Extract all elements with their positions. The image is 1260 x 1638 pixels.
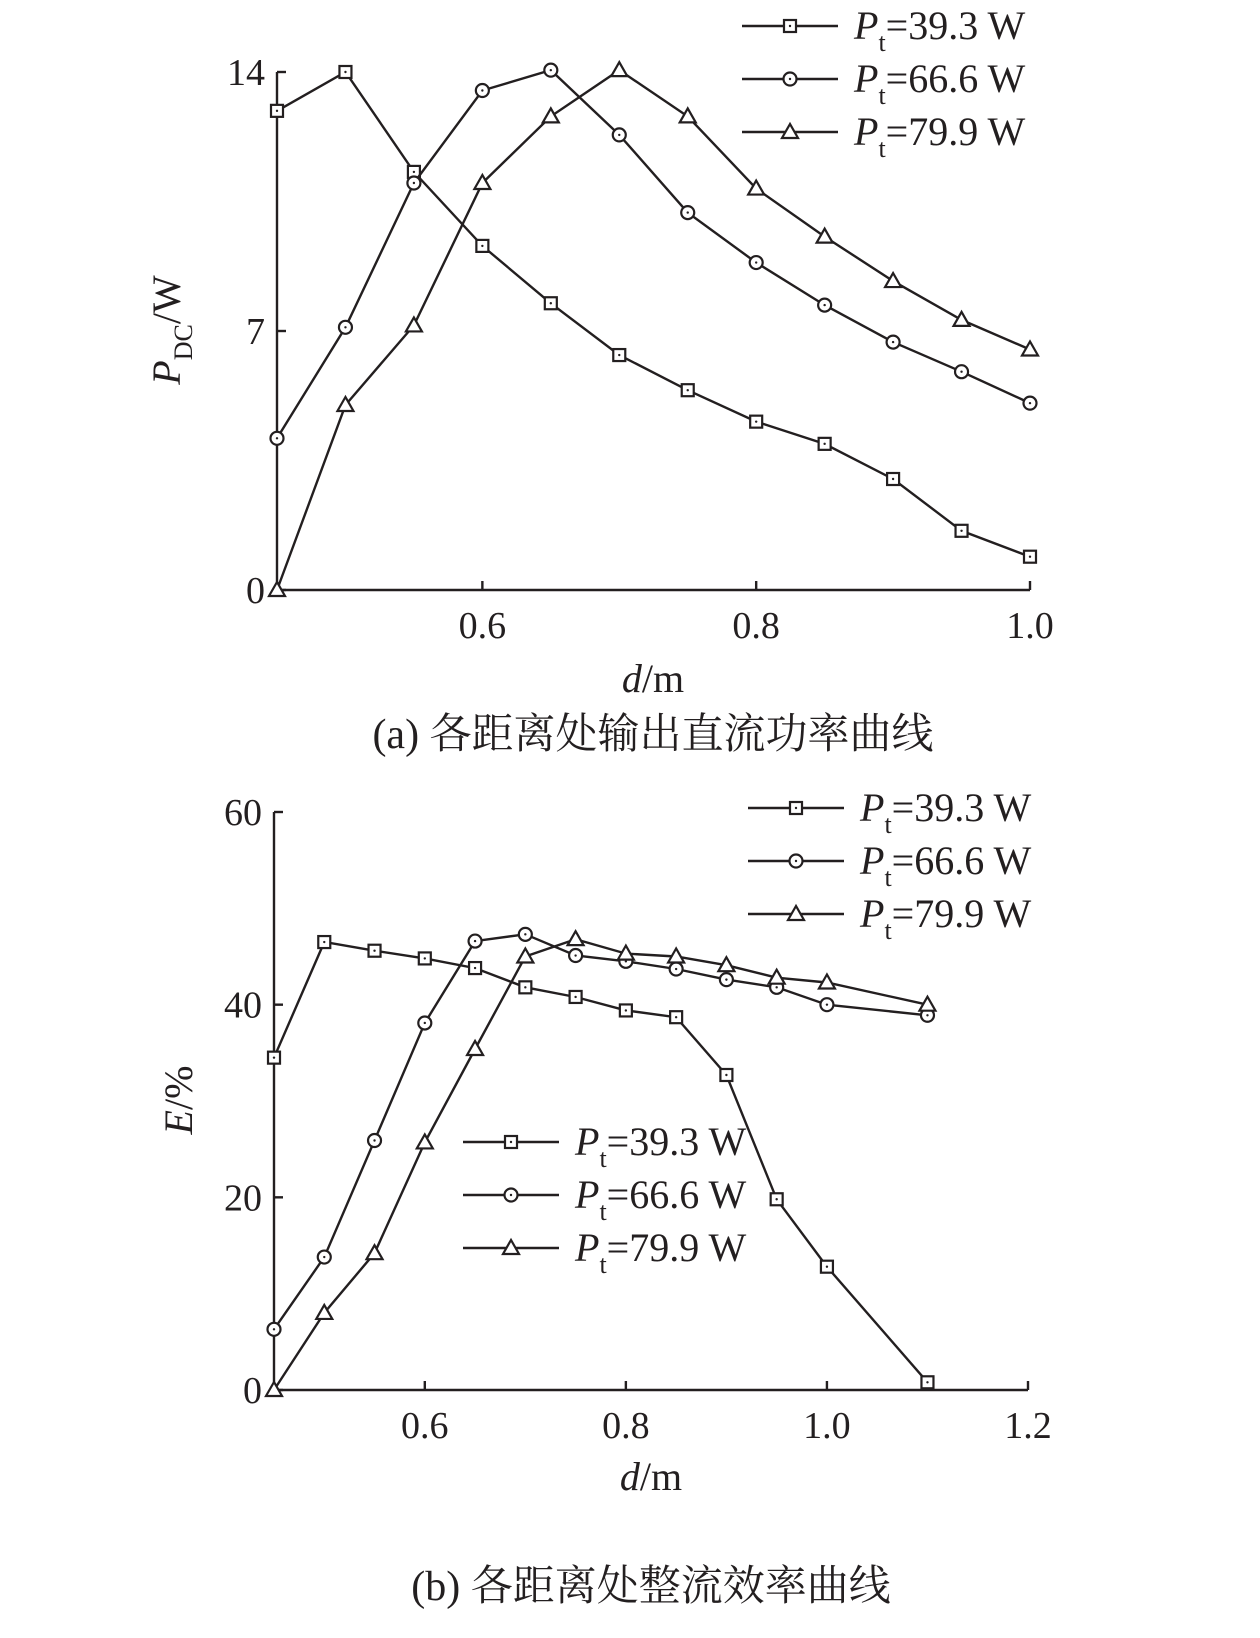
panel-0-legend-label-rest-2: =79.9 W: [885, 109, 1026, 154]
panel-1-series-1-point-6-dot: [574, 954, 576, 956]
panel-0-series-0-point-6-dot: [687, 389, 689, 391]
panel-1-legend-duplicate-label-var-2: P: [575, 1225, 600, 1270]
panel-1-legend-label-1: [859, 838, 1032, 892]
panel-0-series-1-point-1-dot: [344, 326, 346, 328]
panel-0-legend-label-0: [853, 3, 1026, 57]
panel-1-legend-duplicate: [463, 1119, 747, 1279]
panel-0-series-1-point-0-dot: [276, 437, 278, 439]
panel-0-series-1-point-4-dot: [550, 69, 552, 71]
panel-1-series-0-point-0-dot: [273, 1056, 275, 1058]
panel-0-legend-label-var-1: P: [854, 56, 879, 101]
panel-1-y-label-var: E: [156, 1110, 201, 1135]
panel-1-x-tick-label-1: 0.8: [602, 1405, 650, 1447]
panel-0-legend: [742, 3, 1026, 163]
panel-1-legend-label-rest-1: =66.6 W: [891, 838, 1032, 883]
panel-1-legend-duplicate-label-var-0: P: [575, 1119, 600, 1164]
panel-1-legend-label-rest-2: =79.9 W: [891, 891, 1032, 936]
panel-1-legend-duplicate-label-var-1: P: [575, 1172, 600, 1217]
panel-0-y-tick-label-0: 0: [246, 570, 265, 612]
panel-0-legend-label-1: [853, 56, 1026, 110]
panel-1-legend: [748, 785, 1032, 945]
panel-1-legend-label-sub-0: t: [884, 810, 892, 839]
panel-0-series-1-point-11-dot: [1029, 402, 1031, 404]
panel-1-legend-label-sub-1: t: [884, 863, 892, 892]
panel-0-legend-label-var-0: P: [854, 3, 879, 48]
panel-1-series-1-point-5-dot: [524, 933, 526, 935]
panel-0-legend-marker-1-dot: [789, 78, 791, 80]
panel-1-series-0-point-4-dot: [474, 967, 476, 969]
panel-1-series-0-point-11-dot: [826, 1265, 828, 1267]
panel-1-y-tick-label-0: 0: [243, 1370, 262, 1412]
panel-0-series-2-point-8: [817, 229, 833, 243]
panel-0-y-label-var: P: [144, 360, 189, 385]
panel-0-legend-label-rest-0: =39.3 W: [885, 3, 1026, 48]
panel-1-series-1-point-11-dot: [826, 1003, 828, 1005]
panel-0-y-label-unit: /W: [144, 275, 189, 325]
panel-0-series-1-point-3-dot: [481, 89, 483, 91]
panel-1-caption: (b) 各距离处整流效率曲线: [411, 1564, 891, 1610]
panel-1-legend-label-rest-0: =39.3 W: [891, 785, 1032, 830]
panel-0-series-0-point-5-dot: [618, 354, 620, 356]
panel-0-y-tick-label-2: 14: [227, 52, 265, 94]
panel-0-series-1-point-10-dot: [960, 371, 962, 373]
panel-1-series-1-point-2-dot: [373, 1139, 375, 1141]
panel-1-y-label-unit: /%: [156, 1065, 201, 1110]
panel-1-series-0-point-9-dot: [725, 1074, 727, 1076]
panel-0-series-2-point-11: [1022, 342, 1038, 356]
panel-0-series-2-point-5: [611, 62, 627, 76]
panel-1-legend-duplicate-label-2: [574, 1225, 747, 1279]
panel-0-y-tick-label-1: 7: [246, 311, 265, 353]
panel-1-y-tick-label-1: 20: [224, 1177, 262, 1220]
panel-1-series-2-point-3: [417, 1134, 433, 1148]
panel-0-series-1-point-7-dot: [755, 261, 757, 263]
panel-0-caption: (a) 各距离处输出直流功率曲线: [372, 712, 934, 758]
panel-0-legend-label-sub-0: t: [878, 28, 886, 57]
panel-0-legend-label-var-2: P: [854, 109, 879, 154]
panel-1-series-1-point-0-dot: [273, 1328, 275, 1330]
panel-0-series-0-point-10-dot: [960, 530, 962, 532]
panel-1-legend-duplicate-label-1: [574, 1172, 747, 1226]
panel-0-legend-label-sub-1: t: [878, 81, 886, 110]
panel-1-y-tick-label-3: 60: [224, 792, 262, 834]
panel-1-legend-label-var-2: P: [860, 891, 885, 936]
panel-0-series-2-point-4: [543, 108, 559, 122]
panel-0-series-0-point-11-dot: [1029, 556, 1031, 558]
panel-0-series-1-point-6-dot: [687, 211, 689, 213]
panel-0-series-2-point-6: [680, 108, 696, 122]
panel-1-legend-label-2: [859, 891, 1032, 945]
panel-1-series-0-point-7-dot: [625, 1009, 627, 1011]
panel-1-legend-duplicate-label-rest-0: =39.3 W: [606, 1119, 747, 1164]
panel-0-legend-label-rest-1: =66.6 W: [885, 56, 1026, 101]
panel-1-x-label-var: d: [619, 1454, 640, 1499]
panel-1-y-label: [156, 1066, 201, 1136]
panel-1-legend-duplicate-marker-0-dot: [510, 1141, 512, 1143]
panel-0-series-0-point-7-dot: [755, 420, 757, 422]
panel-1-x-tick-label-0: 0.6: [401, 1405, 449, 1447]
panel-1-series-0-point-8-dot: [675, 1016, 677, 1018]
panel-1-series-1-point-1-dot: [323, 1256, 325, 1258]
panel-1-legend-duplicate-label-0: [574, 1119, 747, 1173]
panel-1-legend-label-sub-2: t: [884, 916, 892, 945]
panel-0-series-1-point-9-dot: [892, 341, 894, 343]
panel-0-series-0-point-8-dot: [823, 443, 825, 445]
panel-1-series-2-point-4: [467, 1041, 483, 1055]
panel-0-x-tick-label-1: 0.8: [732, 605, 780, 647]
panel-0-series-0-point-0-dot: [276, 110, 278, 112]
panel-1-series-1-point-8-dot: [675, 968, 677, 970]
panel-1-legend-marker-1-dot: [795, 860, 797, 862]
panel-0-series-2-point-2: [406, 317, 422, 331]
panel-1-series-0-point-10-dot: [775, 1198, 777, 1200]
panel-0-series-0-point-1-dot: [344, 71, 346, 73]
panel-1-series-1-point-12-dot: [926, 1014, 928, 1016]
panel-0-x-label: [622, 656, 684, 701]
panel-1-legend-duplicate-marker-1-dot: [510, 1194, 512, 1196]
panel-1-series-0-point-2-dot: [373, 950, 375, 952]
panel-0-x-tick-label-2: 1.0: [1006, 605, 1054, 647]
panel-1-legend-duplicate-label-sub-1: t: [599, 1197, 607, 1226]
panel-1-series-0-point-1-dot: [323, 941, 325, 943]
panel-0-legend-label-2: [853, 109, 1026, 163]
panel-0-series-0-point-2-dot: [413, 171, 415, 173]
panel-1-series-0-point-12-dot: [926, 1381, 928, 1383]
panel-0-series-2-point-9: [885, 273, 901, 287]
panel-1-legend-duplicate-label-rest-2: =79.9 W: [606, 1225, 747, 1270]
panel-0: [144, 52, 1054, 758]
panel-0-series-1-point-5-dot: [618, 134, 620, 136]
panel-0-series-0-point-4-dot: [550, 302, 552, 304]
panel-0-y-label: [144, 275, 198, 386]
panel-1-series-2-point-2: [367, 1245, 383, 1259]
panel-1-series-1-point-4-dot: [474, 940, 476, 942]
panel-0-x-label-var: d: [621, 656, 642, 701]
panel-0-x-tick-label-0: 0.6: [458, 605, 507, 647]
panel-1-series-1-point-10-dot: [775, 986, 777, 988]
panel-1-x-tick-label-2: 1.0: [803, 1405, 851, 1447]
panel-1-series-2-point-6: [568, 931, 584, 945]
panel-0-y-label-sub: DC: [169, 324, 198, 361]
panel-1-x-label: [620, 1454, 682, 1499]
panel-1-series-1-point-3-dot: [424, 1022, 426, 1024]
panel-1-legend-marker-0-dot: [795, 807, 797, 809]
panel-0-series-1-point-8-dot: [823, 304, 825, 306]
panel-1-legend-duplicate-label-sub-0: t: [599, 1144, 607, 1173]
panel-1-legend-label-0: [859, 785, 1032, 839]
panel-0-series-1-point-2-dot: [413, 182, 415, 184]
panel-1-series-0-point-5-dot: [524, 986, 526, 988]
panel-0-series-0-point-9-dot: [892, 478, 894, 480]
panel-0-series-0-point-3-dot: [481, 245, 483, 247]
panel-1-series-1-point-9-dot: [725, 978, 727, 980]
panel-1-legend-duplicate-label-rest-1: =66.6 W: [606, 1172, 747, 1217]
panel-1-legend-label-var-0: P: [860, 785, 885, 830]
panel-0-series-2-point-10: [954, 312, 970, 326]
panel-1-series-0-point-6-dot: [574, 996, 576, 998]
panel-1-series-0-point-3-dot: [424, 957, 426, 959]
panel-0-legend-label-sub-2: t: [878, 134, 886, 163]
panel-1-x-tick-label-3: 1.2: [1004, 1405, 1052, 1447]
panel-1-legend-duplicate-label-sub-2: t: [599, 1250, 607, 1279]
panel-1-legend-label-var-1: P: [860, 838, 885, 883]
panel-1-x-label-unit: /m: [639, 1454, 683, 1499]
panel-1-y-tick-label-2: 40: [224, 984, 262, 1027]
panel-0-legend-marker-0-dot: [789, 25, 791, 27]
panel-0-x-label-unit: /m: [641, 656, 685, 701]
